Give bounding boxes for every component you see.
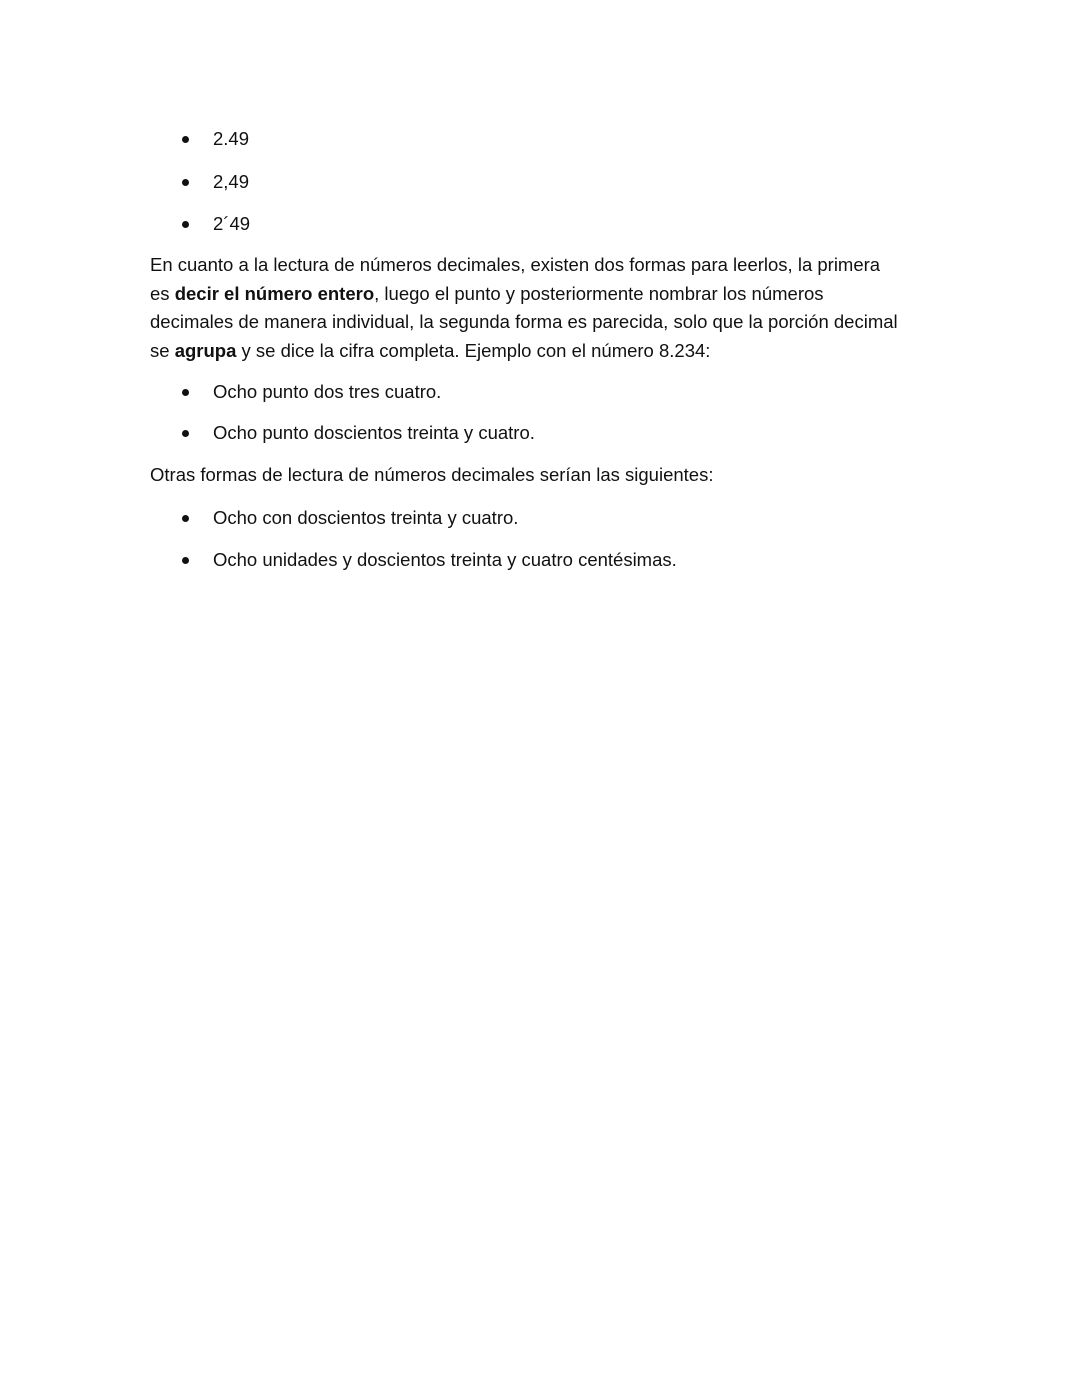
- bullet-icon: [182, 136, 189, 143]
- bullet-icon: [182, 557, 189, 564]
- bullet-icon: [182, 430, 189, 437]
- list-item: [0, 209, 1080, 239]
- list-item-text: 2´49: [213, 213, 251, 234]
- list-item-text: 2.49: [213, 128, 250, 149]
- text-run: es: [150, 282, 175, 304]
- reading-explanation-paragraph: [150, 251, 940, 365]
- text-run: , luego el punto y posteriormente nombrar los números: [374, 282, 824, 304]
- paragraph-line: En cuanto a la lectura de números decimales, existen dos formas para leerlos, la primera: [150, 254, 881, 275]
- paragraph-line: decimales de manera individual, la segunda forma es parecida, solo que la porción decimal: [150, 311, 898, 332]
- list-item: [0, 167, 1080, 197]
- list-item: [0, 377, 1080, 407]
- list-item: [0, 545, 1080, 575]
- list-item-text: Ocho punto dos tres cuatro.: [213, 381, 442, 402]
- list-item: [0, 503, 1080, 533]
- list-item-text: Ocho punto doscientos treinta y cuatro.: [213, 422, 535, 443]
- bullet-icon: [182, 515, 189, 522]
- paragraph-line: [150, 337, 940, 366]
- text-run: se: [150, 339, 175, 361]
- bullet-icon: [182, 221, 189, 228]
- list-item-text: Ocho unidades y doscientos treinta y cuatro centésimas.: [213, 549, 677, 570]
- bold-phrase: decir el número entero: [174, 282, 375, 304]
- list-item: [0, 124, 1080, 154]
- paragraph-line: [150, 280, 940, 309]
- paragraph-line: Otras formas de lectura de números decimales serían las siguientes:: [150, 464, 714, 485]
- bold-phrase: agrupa: [174, 339, 237, 361]
- bullet-icon: [182, 179, 189, 186]
- text-run: y se dice la cifra completa. Ejemplo con el número 8.234:: [236, 339, 711, 361]
- bullet-icon: [182, 389, 189, 396]
- list-item: [0, 418, 1080, 448]
- list-item-text: 2,49: [213, 171, 250, 192]
- other-forms-paragraph: [150, 461, 940, 490]
- list-item-text: Ocho con doscientos treinta y cuatro.: [213, 507, 519, 528]
